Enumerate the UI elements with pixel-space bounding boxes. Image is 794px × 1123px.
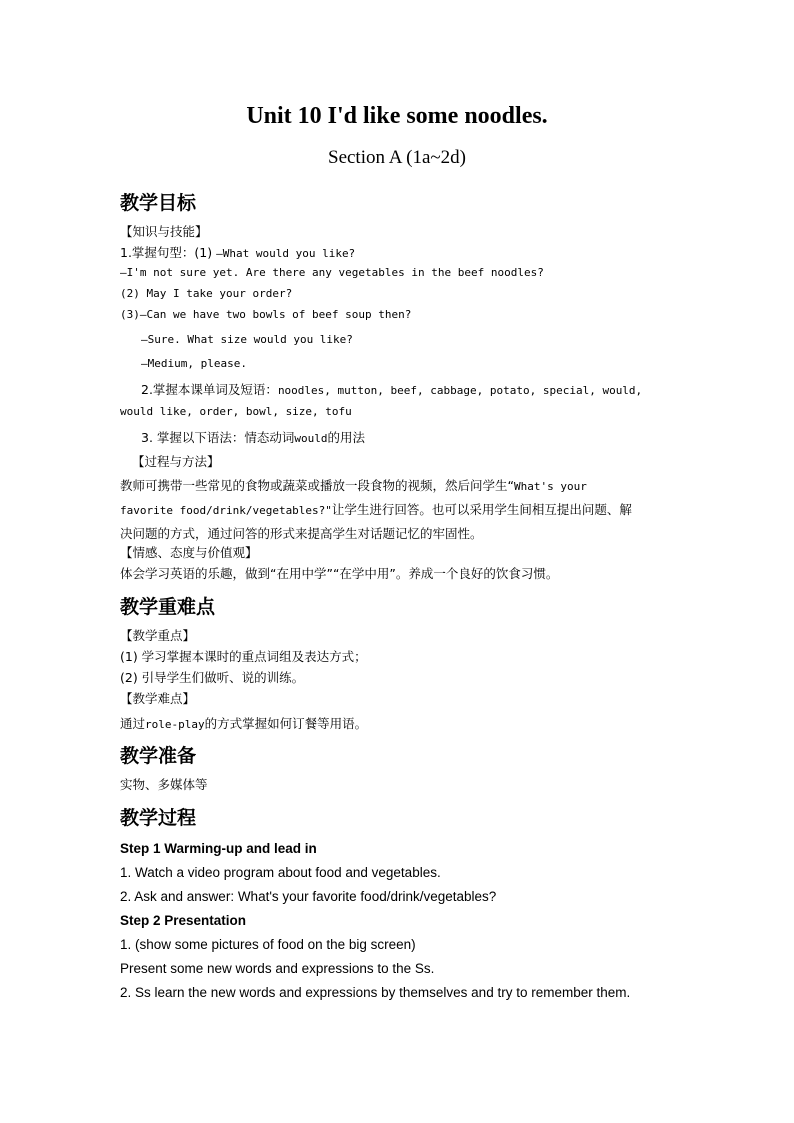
difficulty-line-1 [120,714,367,732]
objectives-heading: 教学目标 [120,192,197,214]
objective-line-4: (3)—Can we have two bowls of beef soup then? [120,308,412,321]
step-2-line-3: 2. Ss learn the new words and expressions by themselves and try to remember them. [120,985,631,1000]
objective-line-1-text: —What would you like? [216,247,356,260]
objective-line-9-b: would [294,432,328,445]
objective-line-2: —I'm not sure yet. Are there any vegetables in the beef noodles? [120,266,544,279]
process-label: 【过程与方法】 [132,454,220,469]
focus-label: 【教学重点】 [120,628,196,643]
process-line-1-b: What's your [513,480,587,493]
step-2-heading: Step 2 Presentation [120,913,247,928]
objective-line-6: —Medium, please. [141,357,247,370]
objective-line-7-text: noodles, mutton, beef, cabbage, potato, special, would, [277,384,643,397]
step-1-line-2: 2. Ask and answer: What's your favorite food/drink/vegetables? [120,889,497,904]
procedure-heading: 教学过程 [120,807,197,829]
difficulty-label: 【教学难点】 [120,691,196,706]
objective-line-7 [141,380,642,398]
objective-line-7-label: 2.掌握本课单词及短语： [141,382,278,397]
difficulty-line-1-c: 的方式掌握如何订餐等用语。 [204,716,368,731]
process-line-2 [120,500,632,518]
focus-line-1: (1) 学习掌握本课时的重点词组及表达方式； [120,649,367,664]
objective-line-9-a: 3. 掌握以下语法：情态动词 [141,430,295,445]
page-subtitle: Section A (1a~2d) [328,147,466,168]
objective-line-1 [120,243,355,261]
preparation-text: 实物、多媒体等 [120,777,208,792]
step-1-line-1: 1. Watch a video program about food and vegetables. [120,865,441,880]
objective-line-3: (2) May I take your order? [120,287,293,300]
step-2-line-1: 1. (show some pictures of food on the big screen) [120,937,416,952]
objective-line-5: —Sure. What size would you like? [141,333,353,346]
objective-line-8: would like, order, bowl, size, tofu [120,405,352,418]
process-line-3: 决问题的方式，通过问答的形式来提高学生对话题记忆的牢固性。 [120,526,483,541]
knowledge-label: 【知识与技能】 [120,224,208,239]
emotion-line-1: 体会学习英语的乐趣，做到“在用中学”“在学中用”。养成一个良好的饮食习惯。 [120,566,559,581]
process-line-2-b: 让学生进行回答。也可以采用学生间相互提出问题、解 [331,502,632,517]
page-title: Unit 10 I'd like some noodles. [246,103,548,129]
objective-line-1-label: 1.掌握句型：(1) [120,245,217,260]
focus-line-2: (2) 引导学生们做听、说的训练。 [120,670,305,685]
difficulty-line-1-b: role-play [145,718,205,731]
emotion-label: 【情感、态度与价值观】 [120,545,258,560]
step-2-line-2: Present some new words and expressions to the Ss. [120,961,435,976]
objective-line-9-c: 的用法 [327,430,366,445]
preparation-heading: 教学准备 [120,745,197,767]
step-1-heading: Step 1 Warming-up and lead in [120,841,317,856]
objective-line-9 [141,428,365,446]
process-line-1 [120,476,587,494]
process-line-1-a: 教师可携带一些常见的食物或蔬菜或播放一段食物的视频，然后问学生“ [120,478,514,493]
process-line-2-a: favorite food/drink/vegetables?" [120,504,332,517]
keypoints-heading: 教学重难点 [120,596,216,618]
difficulty-line-1-a: 通过 [120,716,146,731]
